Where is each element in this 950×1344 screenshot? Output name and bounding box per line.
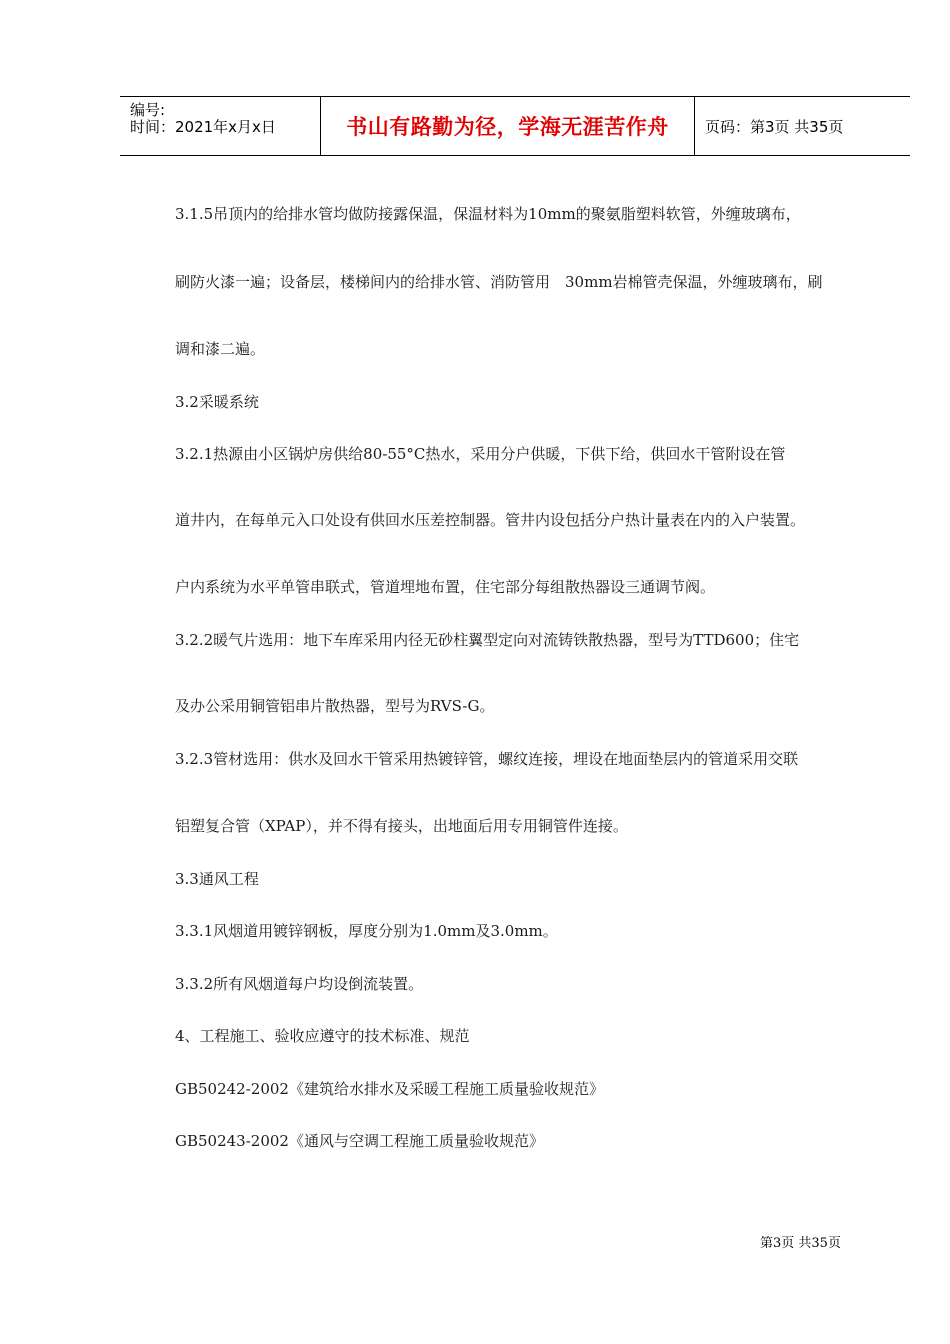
body-line: 户内系统为水平单管串联式，管道埋地布置，住宅部分每组散热器设三通调节阀。 — [175, 578, 716, 596]
body-line: 调和漆二遍。 — [175, 340, 266, 358]
body-line: 道井内，在每单元入口处设有供回水压差控制器。管井内设包括分户热计量表在内的入户装置。 — [175, 511, 806, 529]
document-time-label: 时间：2021年x月x日 — [130, 118, 276, 136]
body-line: 及办公采用铜管铝串片散热器，型号为RVS-G。 — [175, 697, 495, 715]
body-line: 3.1.5吊顶内的给排水管均做防接露保温，保温材料为10mm的聚氨脂塑料软管，外缠玻璃布， — [175, 205, 801, 223]
header-left-cell — [120, 97, 321, 155]
body-line: 铝塑复合管（XPAP），并不得有接头，出地面后用专用铜管件连接。 — [175, 817, 628, 835]
body-line: 3.3.2所有风烟道每户均设倒流装置。 — [175, 975, 424, 993]
body-line: 3.2.1热源由小区锅炉房供给80-55°C热水，采用分户供暖，下供下给，供回水干管附设在管 — [175, 445, 786, 463]
header-page-cell — [695, 97, 910, 155]
body-line: 刷防火漆一遍；设备层，楼梯间内的给排水管、消防管用 30mm岩棉管壳保温，外缠玻璃布，刷 — [175, 273, 823, 291]
section-heading: 3.3通风工程 — [175, 870, 259, 888]
body-line: 3.3.1风烟道用镀锌钢板，厚度分别为1.0mm及3.0mm。 — [175, 922, 558, 940]
body-line: 3.2.2暖气片选用：地下车库采用内径无砂柱翼型定向对流铸铁散热器，型号为TTD600；住宅 — [175, 631, 800, 649]
header-motto-cell — [321, 97, 695, 155]
header-page-code: 页码：第3页 共35页 — [705, 117, 844, 136]
section-heading: 4、工程施工、验收应遵守的技术标准、规范 — [175, 1027, 470, 1045]
footer-page-number: 第3页 共35页 — [760, 1236, 841, 1251]
standard-reference: GB50242-2002《建筑给水排水及采暖工程施工质量验收规范》 — [175, 1080, 604, 1098]
document-number-label: 编号: — [130, 101, 166, 119]
page-header-table — [120, 96, 910, 156]
header-motto: 书山有路勤为径，学海无涯苦作舟 — [346, 115, 669, 139]
section-heading: 3.2采暖系统 — [175, 393, 259, 411]
body-line: 3.2.3管材选用：供水及回水干管采用热镀锌管，螺纹连接，埋设在地面垫层内的管道采用交联 — [175, 750, 799, 768]
standard-reference: GB50243-2002《通风与空调工程施工质量验收规范》 — [175, 1132, 544, 1150]
